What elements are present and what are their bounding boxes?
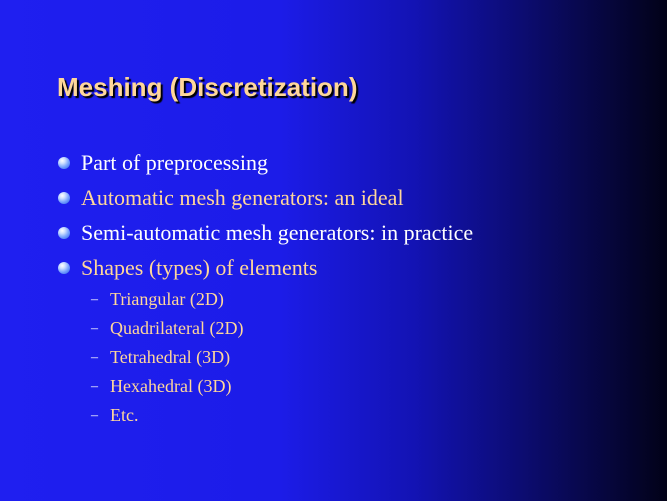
bullet-text: Semi-automatic mesh generators: in practice bbox=[81, 220, 474, 245]
sub-bullet-text: Etc. bbox=[110, 405, 139, 425]
sphere-bullet-icon bbox=[58, 227, 70, 239]
dash-icon: – bbox=[91, 379, 98, 394]
bullet-text: Part of preprocessing bbox=[81, 150, 268, 175]
sphere-bullet-icon bbox=[58, 262, 70, 274]
dash-icon: – bbox=[91, 408, 98, 423]
sub-bullet-item bbox=[91, 373, 243, 402]
sub-bullet-item bbox=[91, 402, 243, 431]
bullet-item bbox=[58, 218, 473, 253]
sub-bullet-text: Triangular (2D) bbox=[110, 289, 224, 309]
bullet-item bbox=[58, 253, 473, 288]
sub-bullet-list bbox=[91, 286, 243, 431]
slide-title: Meshing (Discretization) bbox=[57, 72, 358, 102]
bullet-list bbox=[58, 148, 473, 288]
sub-bullet-item bbox=[91, 315, 243, 344]
dash-icon: – bbox=[91, 292, 98, 307]
dash-icon: – bbox=[91, 350, 98, 365]
sub-bullet-text: Tetrahedral (3D) bbox=[110, 347, 231, 367]
bullet-text: Automatic mesh generators: an ideal bbox=[81, 185, 404, 210]
sub-bullet-text: Quadrilateral (2D) bbox=[110, 318, 244, 338]
dash-icon: – bbox=[91, 321, 98, 336]
sub-bullet-item bbox=[91, 344, 243, 373]
sphere-bullet-icon bbox=[58, 157, 70, 169]
bullet-item bbox=[58, 183, 473, 218]
bullet-text: Shapes (types) of elements bbox=[81, 255, 318, 280]
bullet-item bbox=[58, 148, 473, 183]
sub-bullet-item bbox=[91, 286, 243, 315]
sub-bullet-text: Hexahedral (3D) bbox=[110, 376, 232, 396]
sphere-bullet-icon bbox=[58, 192, 70, 204]
